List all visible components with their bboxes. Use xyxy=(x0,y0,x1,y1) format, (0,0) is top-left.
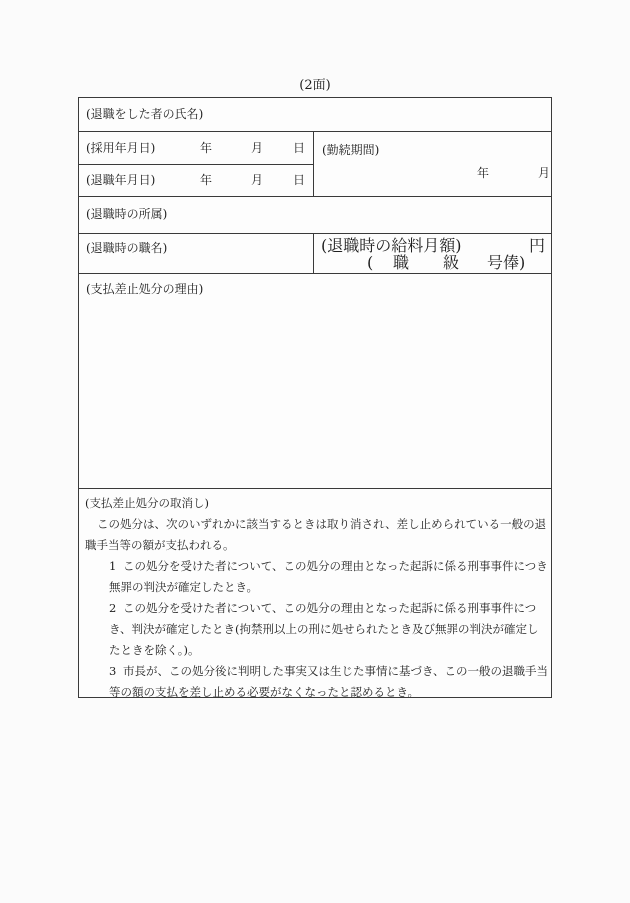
row-name xyxy=(79,98,551,132)
row-affiliation xyxy=(79,197,551,234)
cancellation-item-2 xyxy=(85,598,545,619)
cancellation-item-3 xyxy=(85,661,549,682)
cancellation-label: (支払差止処分の取消し) xyxy=(85,496,209,510)
cancellation-text-line: この処分は、次のいずれかに該当するときは取り消され、差し止められている一般の退 xyxy=(97,517,547,531)
service-month-label: 月 xyxy=(538,166,551,180)
item-number: 2 xyxy=(109,601,117,615)
item-text: 市長が、この処分後に判明した事実又は生じた事情に基づき、この一般の退職手当 xyxy=(123,664,549,678)
cancellation-text-line: たときを除く。)。 xyxy=(109,643,200,657)
cancellation-text-line: 等の額の支払を差し止める必要がなくなったと認めるとき。 xyxy=(109,685,420,697)
grade-goho-label: 号俸) xyxy=(487,253,526,272)
retire-date-cell xyxy=(79,165,313,197)
dates-column xyxy=(79,132,314,196)
hire-month-label: 月 xyxy=(251,141,264,155)
hire-date-cell xyxy=(79,132,313,165)
salary-line xyxy=(314,238,551,254)
service-period-units xyxy=(314,163,551,184)
salary-label: (退職時の給料月額) xyxy=(321,236,462,255)
item-number: 3 xyxy=(109,664,117,678)
reason-cell xyxy=(79,274,551,297)
row-reason xyxy=(79,274,551,489)
job-title-label: (退職時の職名) xyxy=(86,241,168,255)
cancellation-item-1 xyxy=(85,556,548,577)
retire-day-label: 日 xyxy=(293,173,306,187)
salary-yen-label: 円 xyxy=(528,236,545,255)
grade-kyu-label: 級 xyxy=(443,253,460,272)
service-period-label: (勤続期間) xyxy=(322,143,380,157)
item-text: この処分を受けた者について、この処分の理由となった起訴に係る刑事事件につき xyxy=(123,559,548,573)
service-period-cell xyxy=(314,132,551,196)
retire-month-label: 月 xyxy=(251,173,264,187)
item-number: 1 xyxy=(109,559,117,573)
name-cell xyxy=(79,98,551,131)
hire-day-label: 日 xyxy=(293,141,306,155)
grade-shoku-label: 職 xyxy=(393,253,410,272)
job-title-cell xyxy=(79,234,314,273)
row-title-salary xyxy=(79,234,551,274)
reason-label: (支払差止処分の理由) xyxy=(86,282,204,296)
name-label: (退職をした者の氏名) xyxy=(86,107,204,121)
grade-paren-open: ( xyxy=(367,253,374,272)
cancellation-text-line: 無罪の判決が確定したとき。 xyxy=(109,580,259,594)
service-year-label: 年 xyxy=(477,166,490,180)
cancellation-text-line: き、判決が確定したとき(拘禁刑以上の刑に処せられたとき及び無罪の判決が確定し xyxy=(109,622,539,636)
row-dates xyxy=(79,132,551,197)
hire-date-label: (採用年月日) xyxy=(86,141,156,155)
affiliation-label: (退職時の所属) xyxy=(86,207,168,221)
salary-cell xyxy=(314,234,551,273)
affiliation-cell xyxy=(79,197,551,233)
hire-year-label: 年 xyxy=(200,141,213,155)
retire-date-label: (退職年月日) xyxy=(86,173,156,187)
form-table xyxy=(78,97,552,698)
salary-grade-line xyxy=(314,255,551,271)
cancellation-text-line: 職手当等の額が支払われる。 xyxy=(85,538,235,552)
row-cancellation xyxy=(79,489,551,697)
item-text: この処分を受けた者について、この処分の理由となった起訴に係る刑事事件につ xyxy=(123,601,537,615)
retire-year-label: 年 xyxy=(200,173,213,187)
page-title: (2面) xyxy=(299,78,331,93)
